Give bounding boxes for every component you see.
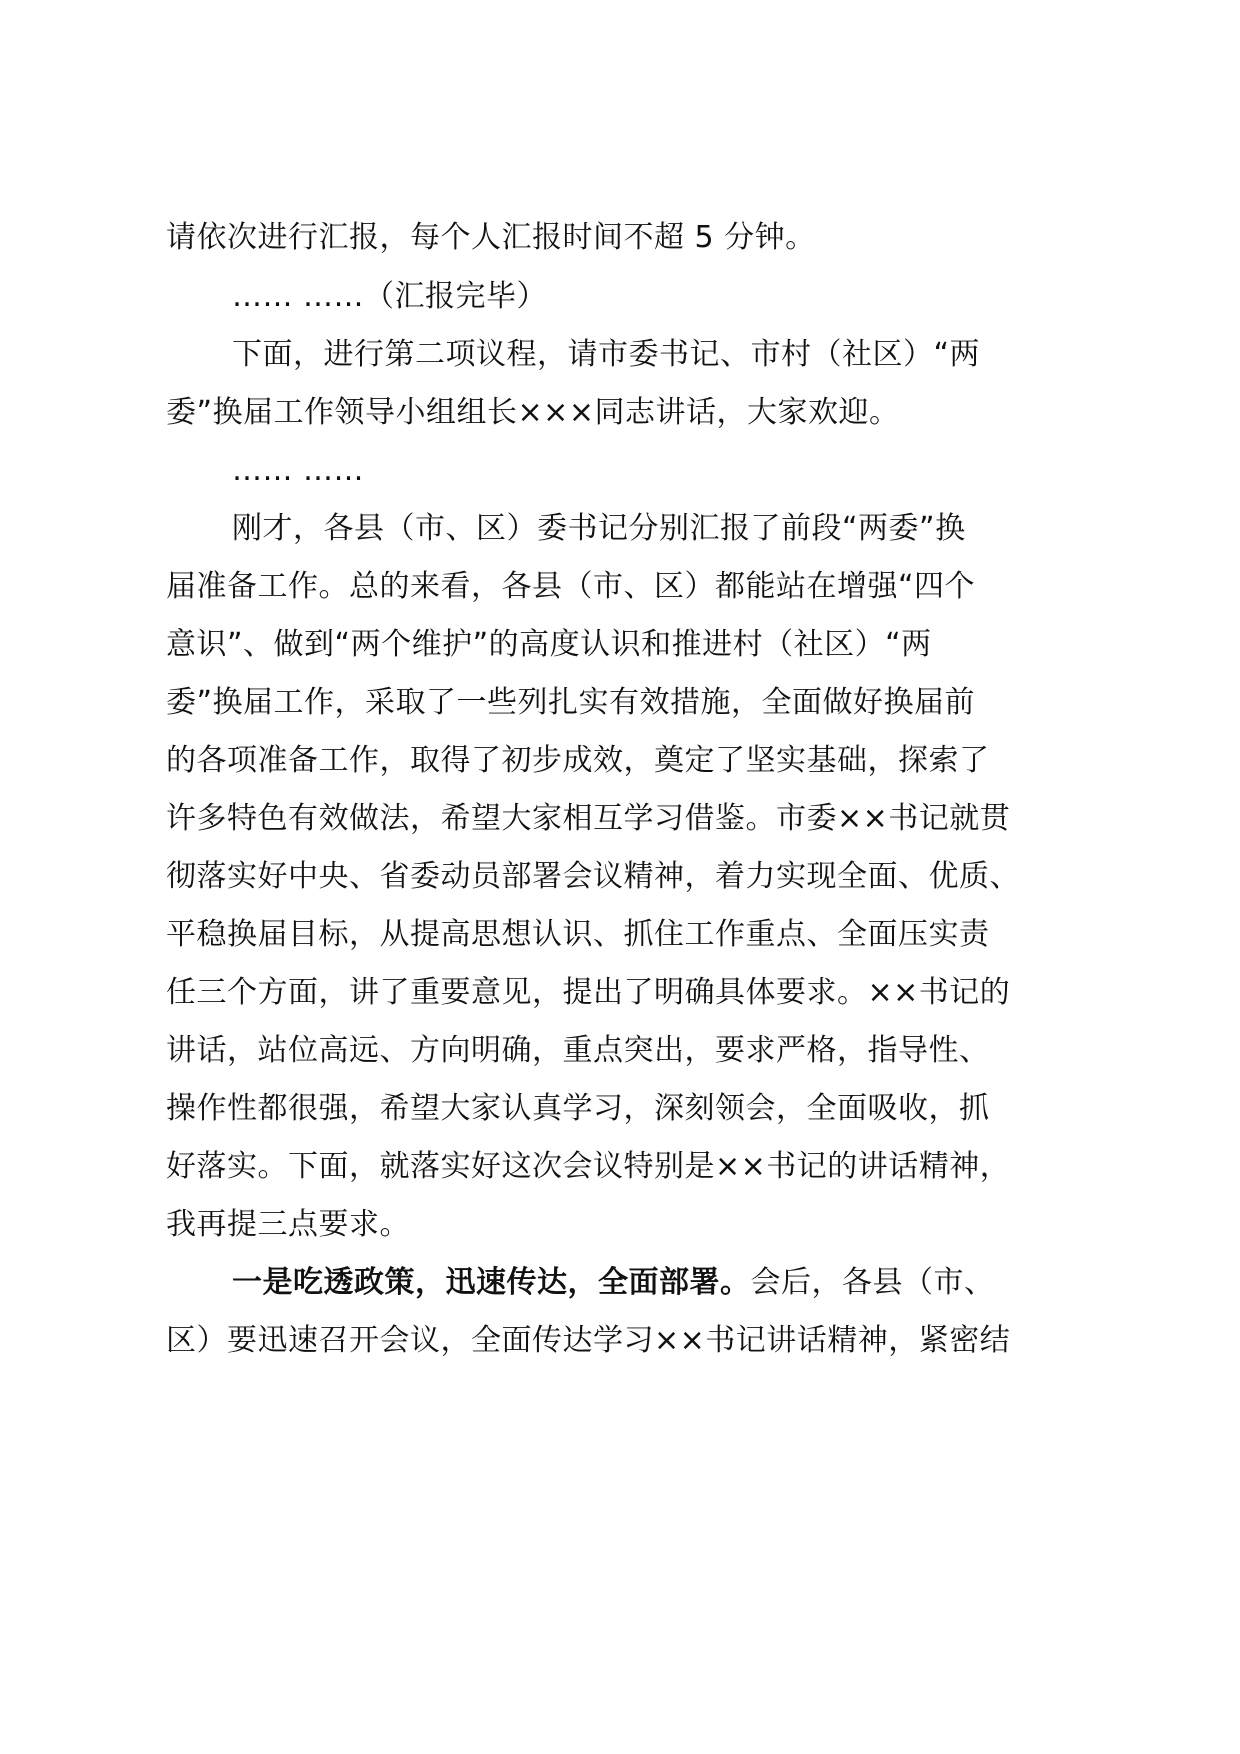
text-line: 刚才，各县（市、区）委书记分别汇报了前段“两委”换	[232, 511, 966, 546]
text-line: 好落实。下面，就落实好这次会议特别是××书记的讲话精神，	[166, 1149, 1011, 1184]
text-line: 请依次进行汇报，每个人汇报时间不超 5 分钟。	[166, 220, 816, 255]
text-line	[166, 1321, 1010, 1361]
text-line: 许多特色有效做法，希望大家相互学习借鉴。市委××书记就贯	[166, 801, 1011, 836]
text-line: 任三个方面，讲了重要意见，提出了明确具体要求。××书记的	[166, 975, 1011, 1010]
paragraph-text: 要迅速召开会议，全面传达学习××书记讲话精神，紧密结	[227, 1323, 1011, 1358]
paragraph-lead: 一是吃透政策，迅速传达，全面部署。	[232, 1265, 751, 1300]
text-line: …… ……（汇报完毕）	[232, 279, 548, 314]
text-line: 操作性都很强，希望大家认真学习，深刻领会，全面吸收，抓	[166, 1091, 990, 1126]
text-line: 委”换届工作，采取了一些列扎实有效措施，全面做好换届前	[166, 685, 976, 720]
text-line: 的各项准备工作，取得了初步成效，奠定了坚实基础，探索了	[166, 743, 990, 778]
text-line: 讲话，站位高远、方向明确，重点突出，要求严格，指导性、	[166, 1033, 990, 1068]
text-line: …… ……	[232, 453, 365, 488]
text-line: 我再提三点要求。	[166, 1207, 410, 1242]
text-line: 意识”、做到“两个维护”的高度认识和推进村（社区）“两	[166, 627, 932, 662]
text-line: 平稳换届目标，从提高思想认识、抓住工作重点、全面压实责	[166, 917, 990, 952]
paragraph-lead-line	[232, 1263, 995, 1303]
text-line: 彻落实好中央、省委动员部署会议精神，着力实现全面、优质、	[166, 859, 1020, 894]
paragraph-text: 会后，各县（市、	[750, 1265, 995, 1300]
text-line: 委”换届工作领导小组组长×××同志讲话，大家欢迎。	[166, 395, 900, 430]
text-line: 届准备工作。总的来看，各县（市、区）都能站在增强“四个	[166, 569, 976, 604]
paragraph-text: 区）	[166, 1323, 227, 1358]
text-line: 下面，进行第二项议程，请市委书记、市村（社区）“两	[232, 337, 981, 372]
